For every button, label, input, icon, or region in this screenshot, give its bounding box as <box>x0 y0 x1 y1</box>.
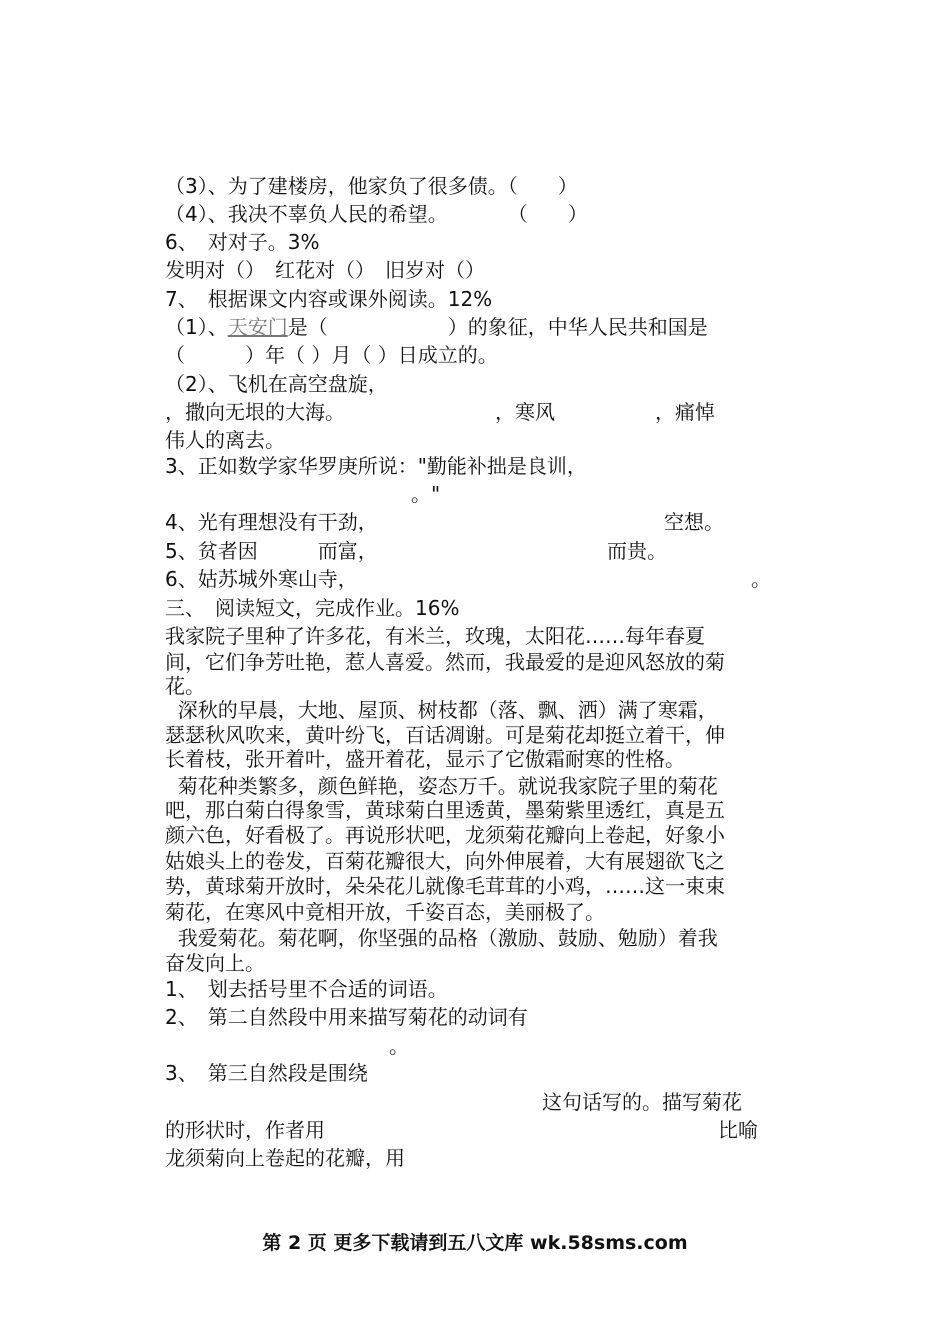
passage-line: 我爱菊花。菊花啊，你坚强的品格（激励、鼓励、勉励）着我 <box>165 926 718 950</box>
q7-item-4: 4、光有理想没有干劲， <box>165 510 378 534</box>
passage-line: 势，黄球菊开放时，朵朵花儿就像毛茸茸的小鸡，……这一束束 <box>165 874 725 898</box>
section-3-heading: 三、 阅读短文，完成作业。16% <box>165 596 460 620</box>
page-footer: 第 2 页 更多下载请到五八文库 wk.58sms.com <box>262 1232 688 1254</box>
task-3-line3: 龙须菊向上卷起的花瓣，用 <box>165 1146 405 1170</box>
passage-line: 长着枝，张开着叶，盛开着花，显示了它傲霜耐寒的性格。 <box>165 747 685 771</box>
q7-item-6-end: 。 <box>751 567 771 591</box>
task-1: 1、 划去括号里不合适的词语。 <box>165 977 448 1001</box>
passage-line: 奋发向上。 <box>165 951 265 975</box>
question-7-heading: 7、 根据课文内容或课外阅读。12% <box>165 287 493 311</box>
task-2-end: 。 <box>389 1034 409 1058</box>
question-6-heading: 6、 对对子。3% <box>165 230 320 254</box>
item-3-line: （3）、为了建楼房，他家负了很多债。（ ） <box>165 174 578 198</box>
task-3-line2-end: 比喻 <box>718 1118 758 1142</box>
q7-item-6: 6、姑苏城外寒山寺， <box>165 567 358 591</box>
passage-line: 姑娘头上的卷发，百菊花瓣很大，向外伸展着，大有展翅欲飞之 <box>165 849 725 873</box>
q7-item-1-cont: （ ）年（ ）月（ ）日成立的。 <box>165 343 498 367</box>
passage-line: 瑟瑟秋风吹来，黄叶纷飞，百话凋谢。可是菊花却挺立着干，伸 <box>165 723 725 747</box>
task-3: 3、 第三自然段是围绕 <box>165 1061 368 1085</box>
passage-line: 菊花种类繁多，颜色鲜艳，姿态万千。就说我家院子里的菊花 <box>165 774 718 798</box>
q7-item-4-end: 空想。 <box>664 510 724 534</box>
task-3-line2: 的形状时，作者用 <box>165 1118 325 1142</box>
task-2: 2、 第二自然段中用来描写菊花的动词有 <box>165 1005 528 1029</box>
passage-line: 我家院子里种了许多花，有米兰，玫瑰，太阳花……每年春夏 <box>165 624 705 648</box>
passage-line: 吧，那白菊白得象雪，黄球菊白里透黄，墨菊紫里透红，真是五 <box>165 798 725 822</box>
q7-item-1-prefix: （1）、 <box>165 315 228 339</box>
q7-item-1 <box>165 314 708 340</box>
q7-item-5: 5、贫者因 而富， <box>165 539 378 563</box>
q7-item-5-end: 而贵。 <box>607 539 667 563</box>
task-3-cont: 这句话写的。描写菊花 <box>542 1090 742 1114</box>
q7-item-2: （2）、飞机在高空盘旋， <box>165 372 388 396</box>
q7-item-1-rest: 是（ ）的象征，中华人民共和国是 <box>287 315 708 339</box>
passage-line: 颜六色，好看极了。再说形状吧，龙须菊花瓣向上卷起，好象小 <box>165 823 725 847</box>
tiananmen-link[interactable]: 天安门 <box>227 315 288 339</box>
passage-line: 深秋的早晨，大地、屋顶、树枝都（落、飘、洒）满了寒霜， <box>165 698 718 722</box>
q7-item-3-end: 。" <box>411 482 441 506</box>
q7-item-2-cont: ，撒向无垠的大海。 ，寒风 ，痛悼 <box>165 400 715 424</box>
passage-line: 花。 <box>165 674 205 698</box>
q7-item-2-end: 伟人的离去。 <box>165 428 285 452</box>
item-4-line: （4）、我决不辜负人民的希望。 （ ） <box>165 202 588 226</box>
question-6-pairs: 发明对（） 红花对（） 旧岁对（） <box>165 258 485 282</box>
passage-line: 菊花，在寒风中竟相开放，千姿百态，美丽极了。 <box>165 900 605 924</box>
passage-line: 间，它们争芳吐艳，惹人喜爱。然而，我最爱的是迎风怒放的菊 <box>165 650 725 674</box>
q7-item-3: 3、正如数学家华罗庚所说："勤能补拙是良训， <box>165 454 587 478</box>
